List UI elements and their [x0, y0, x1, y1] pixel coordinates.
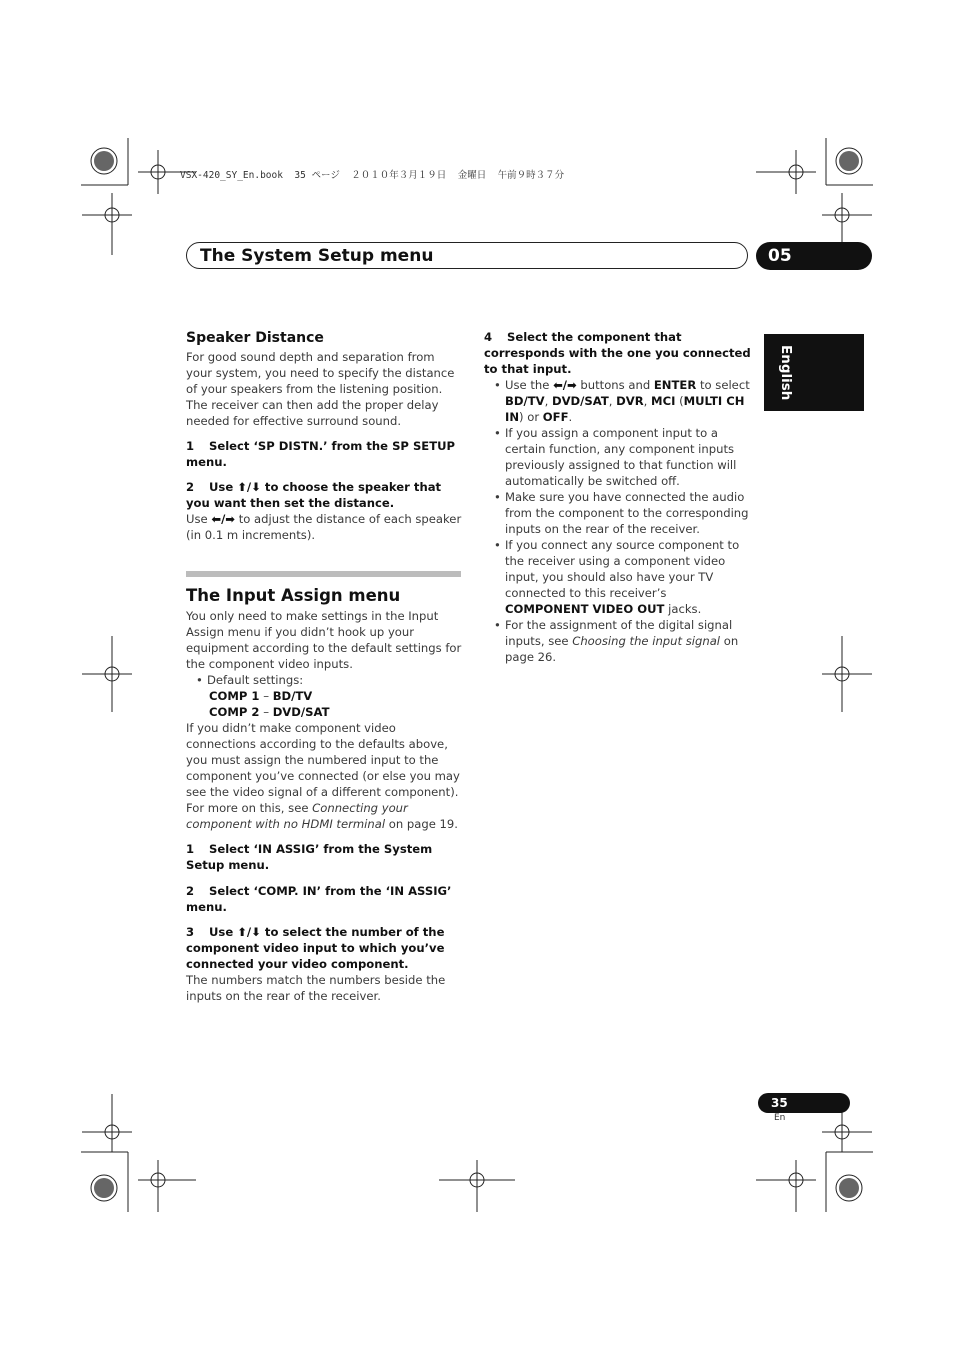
section-divider	[186, 571, 461, 577]
bullet-auto-switch-off: • If you assign a component input to a certain function, any component inputs previously assigned to that function will automatically be switched off.	[484, 425, 752, 489]
default-setting-comp1: COMP 1 – BD/TV	[209, 689, 313, 703]
speaker-distance-step-2: 2 Use ⬆/⬇ to choose the speaker that you want then set the distance.	[186, 480, 442, 510]
speaker-distance-heading: Speaker Distance	[186, 330, 324, 346]
print-header: VSX-420_SY_En.book 35 ページ ２０１０年３月１９日 金曜日 午前９時３７分	[180, 170, 565, 181]
up-down-arrow-icon: ⬆/⬇	[237, 480, 261, 494]
bullet-select-component: • Use the ⬅/➡ buttons and ENTER to select BD/TV, DVD/SAT, DVR, MCI (MULTI CH IN) or OFF.	[484, 377, 752, 425]
bullet-tv-connection: • If you connect any source component to the receiver using a component video input, you should also have your TV connected to this receiver’s COMPONENT VIDEO OUT jacks.	[484, 537, 752, 617]
up-down-arrow-icon: ⬆/⬇	[237, 925, 261, 939]
cross-reference-link: Choosing the input signal	[572, 634, 721, 648]
input-assign-note: If you didn’t make component video connections according to the defaults above, you must assign the numbered input to the component you’ve connected (or else you may see the video signal of a different component). For more on this, see Connecting your component with no HDMI terminal on page 19.	[186, 721, 460, 831]
left-right-arrow-icon: ⬅/➡	[553, 378, 577, 392]
language-tab	[764, 334, 864, 411]
chapter-title: The System Setup menu	[200, 246, 434, 266]
input-assign-step-4: 4 Select the component that corresponds with the one you connected to that input.	[484, 330, 751, 376]
speaker-distance-intro: For good sound depth and separation from your system, you need to specify the distance of your speakers from the listening position. The receiver can then add the proper delay needed for effective surround sound.	[186, 350, 455, 428]
input-assign-step-3: 3 Use ⬆/⬇ to select the number of the component video input to which you’ve connected your video component.	[186, 925, 445, 971]
left-column	[186, 329, 462, 1004]
chapter-number: 05	[768, 246, 792, 266]
input-assign-heading: The Input Assign menu	[186, 586, 401, 605]
cross-reference-link: Connecting your component with no HDMI terminal	[186, 801, 408, 831]
default-settings-label: • Default settings:	[186, 672, 462, 688]
input-assign-step-2: 2 Select ‘COMP. IN’ from the ‘IN ASSIG’ menu.	[186, 884, 452, 914]
default-setting-comp2: COMP 2 – DVD/SAT	[209, 705, 330, 719]
language-label: English	[778, 345, 794, 401]
input-assign-step-3-detail: The numbers match the numbers beside the inputs on the rear of the receiver.	[186, 973, 446, 1003]
page-language: En	[774, 1113, 786, 1123]
page-number: 35	[771, 1096, 788, 1110]
input-assign-intro: You only need to make settings in the Input Assign menu if you didn’t hook up your equipment according to the default settings for the component video inputs.	[186, 609, 462, 671]
left-right-arrow-icon: ⬅/➡	[211, 512, 236, 526]
speaker-distance-step-2-detail: Use ⬅/➡ to adjust the distance of each speaker (in 0.1 m increments).	[186, 512, 462, 542]
speaker-distance-step-1: 1 Select ‘SP DISTN.’ from the SP SETUP menu.	[186, 439, 456, 469]
input-assign-step-1: 1 Select ‘IN ASSIG’ from the System Setup menu.	[186, 842, 433, 872]
right-column	[484, 329, 752, 665]
bullet-digital-assignment: • For the assignment of the digital signal inputs, see Choosing the input signal on page 26.	[484, 617, 752, 665]
bullet-audio-connection: • Make sure you have connected the audio from the component to the corresponding inputs on the rear of the receiver.	[484, 489, 752, 537]
